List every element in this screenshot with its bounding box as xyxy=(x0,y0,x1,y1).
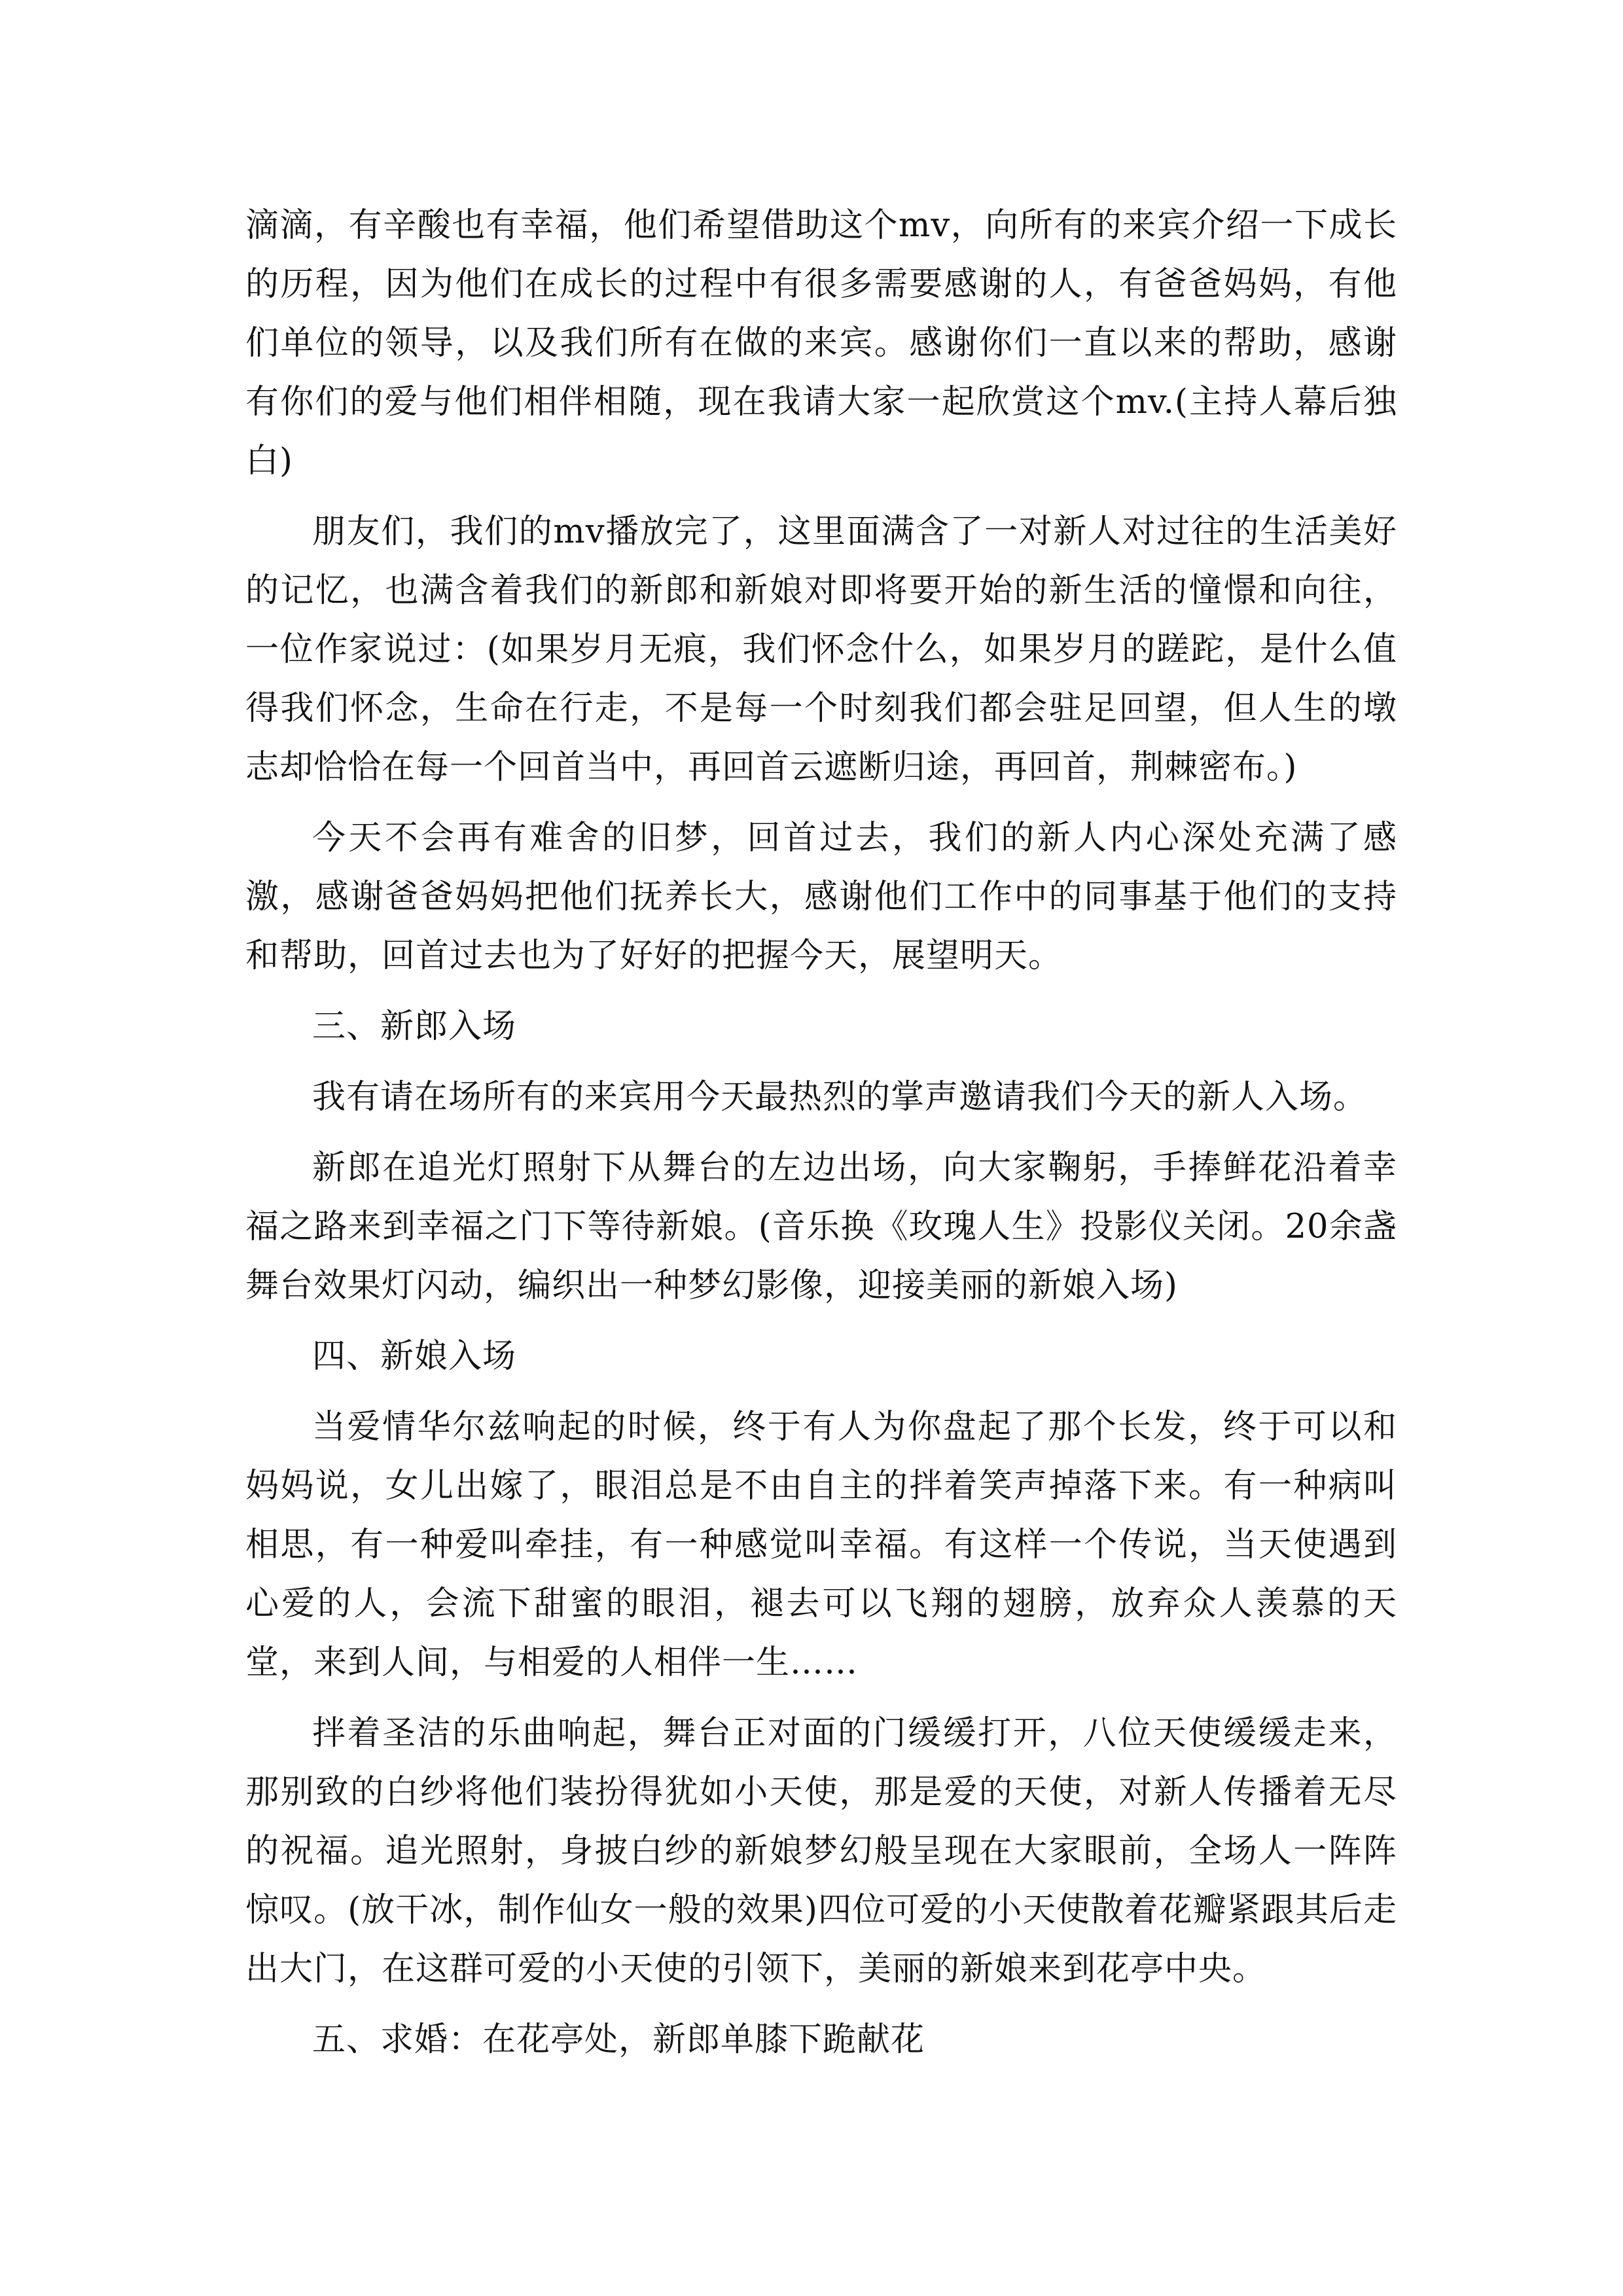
paragraph-angels: 拌着圣洁的乐曲响起，舞台正对面的门缓缓打开，八位天使缓缓走来，那别致的白纱将他们装扮得犹如小天使，那是爱的天使，对新人传播着无尽的祝福。追光照射，身披白纱的新娘梦幻般呈现在大家眼前，全场人一阵阵惊叹。(放干冰，制作仙女一般的效果)四位可爱的小天使散着花瓣紧跟其后走出大门，在这群可爱的小天使的引领下，美丽的新娘来到花亭中央。 xyxy=(245,1714,1397,1988)
section-heading-proposal: 五、求婚：在花亭处，新郎单膝下跪献花 xyxy=(312,2020,925,2059)
paragraph-invite-applause: 我有请在场所有的来宾用今天最热烈的掌声邀请我们今天的新人入场。 xyxy=(312,1078,1368,1117)
paragraph-mv-ended: 朋友们，我们的mv播放完了，这里面满含了一对新人对过往的生活美好的记忆，也满含着我们的新郎和新娘对即将要开始的新生活的憧憬和向往，一位作家说过：(如果岁月无痕，我们怀念什么，如果岁月的蹉跎，是什么值得我们怀念，生命在行走，不是每一个时刻我们都会驻足回望，但人生的墩志却恰恰在每一个回首当中，再回首云遮断归途，再回首，荆棘密布。) xyxy=(245,512,1397,787)
section-heading-bride-entrance: 四、新娘入场 xyxy=(312,1337,517,1376)
paragraph-continuation: 滴滴，有辛酸也有幸福，他们希望借助这个mv，向所有的来宾介绍一下成长的历程，因为他们在成长的过程中有很多需要感谢的人，有爸爸妈妈，有他们单位的领导，以及我们所有在做的来宾。感谢你们一直以来的帮助，感谢有你们的爱与他们相伴相随，现在我请大家一起欣赏这个mv.(主持人幕后独白) xyxy=(245,206,1397,480)
section-heading-groom-entrance: 三、新郎入场 xyxy=(312,1007,517,1046)
paragraph-groom-stage: 新郎在追光灯照射下从舞台的左边出场，向大家鞠躬，手捧鲜花沿着幸福之路来到幸福之门下等待新娘。(音乐换《玫瑰人生》投影仪关闭。20余盏舞台效果灯闪动，编织出一种梦幻影像，迎接美丽的新娘入场) xyxy=(245,1149,1397,1305)
document-body xyxy=(245,196,1397,2081)
paragraph-gratitude: 今天不会再有难舍的旧梦，回首过去，我们的新人内心深处充满了感激，感谢爸爸妈妈把他们抚养长大，感谢他们工作中的同事基于他们的支持和帮助，回首过去也为了好好的把握今天，展望明天。 xyxy=(245,819,1397,975)
paragraph-waltz: 当爱情华尔兹响起的时候，终于有人为你盘起了那个长发，终于可以和妈妈说，女儿出嫁了，眼泪总是不由自主的拌着笑声掉落下来。有一种病叫相思，有一种爱叫牵挂，有一种感觉叫幸福。有这样一个传说，当天使遇到心爱的人，会流下甜蜜的眼泪，褪去可以飞翔的翅膀，放弃众人羡慕的天堂，来到人间，与相爱的人相伴一生…… xyxy=(245,1408,1397,1682)
